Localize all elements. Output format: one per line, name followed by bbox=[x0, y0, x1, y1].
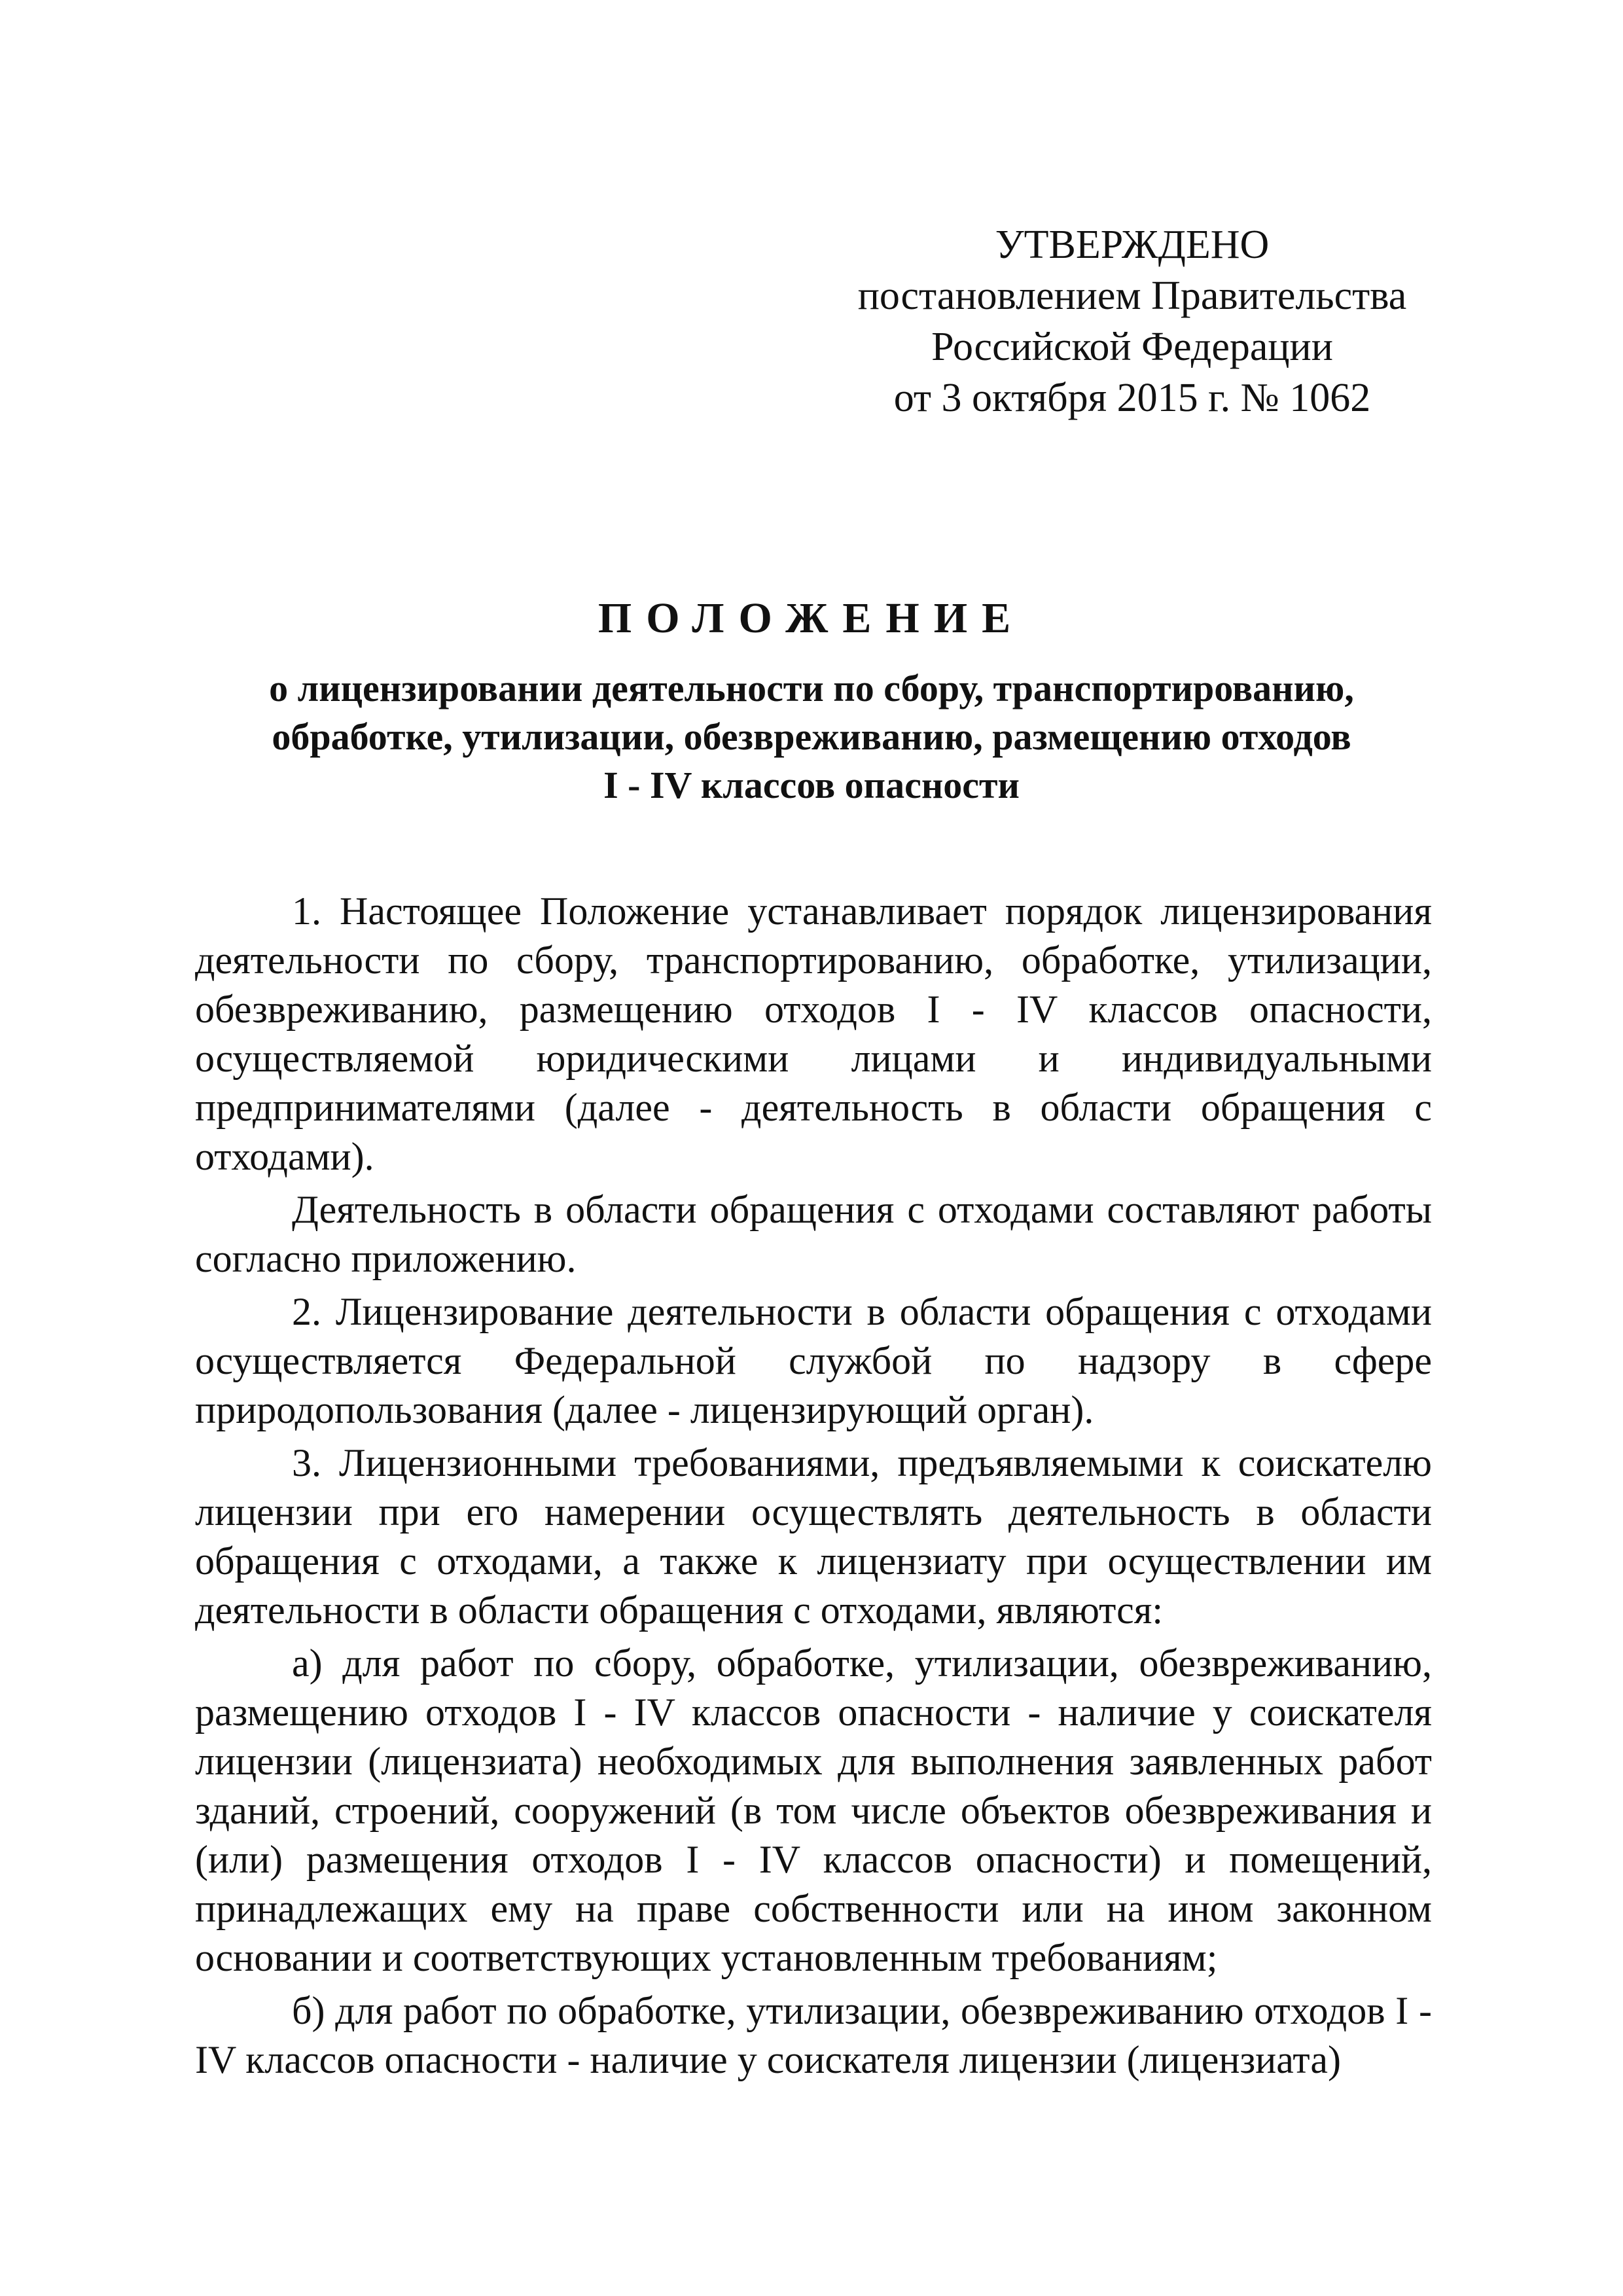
approval-resolution: постановлением Правительства bbox=[857, 274, 1407, 318]
document-body bbox=[195, 887, 1432, 2085]
paragraph-works: Деятельность в области обращения с отходами составляют работы согласно приложению. bbox=[195, 1188, 1432, 1280]
approval-heading: УТВЕРЖДЕНО bbox=[995, 223, 1270, 267]
paragraph-2: 2. Лицензирование деятельности в области обращения с отходами осуществляется Федеральной службой по надзору в сфере природопользования (далее - лицензирующий орган). bbox=[195, 1290, 1432, 1431]
paragraph-1: 1. Настоящее Положение устанавливает порядок лицензирования деятельности по сбору, транспортированию, обработке, утилизации, обезвреживанию, размещению отходов I - IV классов опасности, осуществляемой юридическими лицами и индивидуальными предпринимателями (далее - деятельность в области обращения с отходами). bbox=[195, 889, 1432, 1178]
approval-authority: Российской Федерации bbox=[931, 325, 1333, 369]
paragraph-3: 3. Лицензионными требованиями, предъявляемыми к соискателю лицензии при его намерении осуществлять деятельность в области обращения с отходами, а также к лицензиату при осуществлении им деятельности в области обращения с отходами, являются: bbox=[195, 1441, 1432, 1632]
paragraph-3a: а) для работ по сбору, обработке, утилизации, обезвреживанию, размещению отходов I - IV классов опасности - наличие у соискателя лицензии (лицензиата) необходимых для выполнения заявленных работ зданий, строений, сооружений (в том числе объектов обезвреживания и (или) размещения отходов I - IV классов опасности) и помещений, принадлежащих ему на праве собственности или на ином законном основании и соответствующих установленным требованиям; bbox=[195, 1641, 1432, 1979]
document-subtitle bbox=[196, 664, 1427, 810]
approval-date-number: от 3 октября 2015 г. № 1062 bbox=[893, 376, 1371, 420]
subtitle-line: I - IV классов опасности bbox=[603, 764, 1020, 806]
paragraph-3b: б) для работ по обработке, утилизации, обезвреживанию отходов I - IV классов опасности - наличие у соискателя лицензии (лицензиата) bbox=[195, 1989, 1432, 2081]
approval-stamp bbox=[838, 219, 1427, 423]
document-title: ПОЛОЖЕНИЕ bbox=[597, 594, 1026, 642]
subtitle-line: о лицензировании деятельности по сбору, транспортированию, bbox=[269, 667, 1354, 709]
subtitle-line: обработке, утилизации, обезвреживанию, размещению отходов bbox=[272, 715, 1351, 758]
